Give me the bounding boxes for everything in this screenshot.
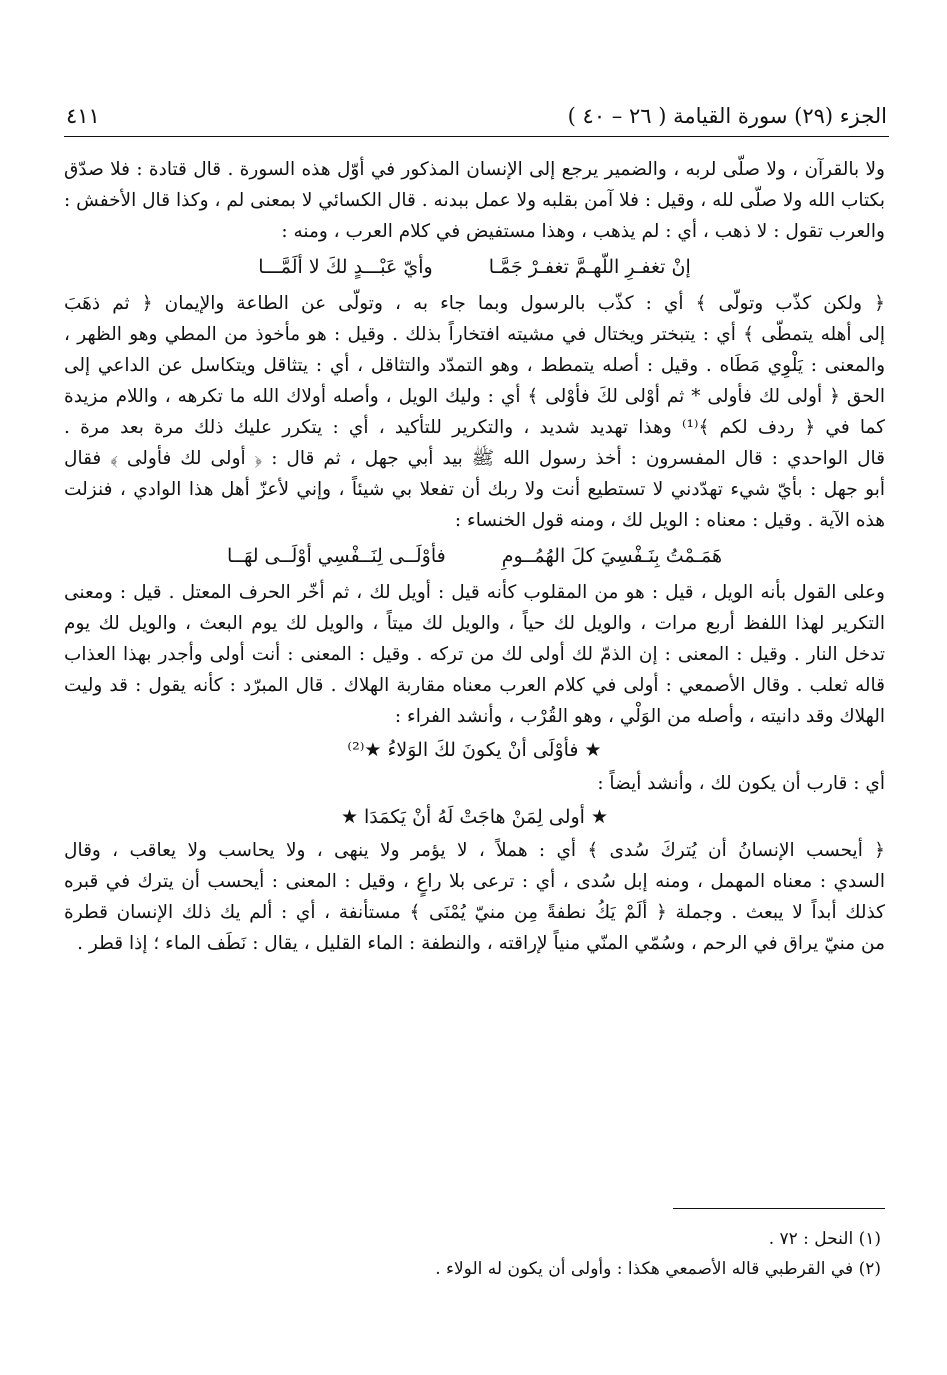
text-line: والمعنى : يَلْوِي مَطَاه . وقيل : أصله يتمطط ، وهو التمدّد والتثاقل ، أي : يتثاقل ويتكاسل عن الداعي إلى (64, 355, 885, 376)
verse-hemistich: فأوْلَــى لِنَــفْسِي أوْلَــى لهَــا (227, 545, 446, 567)
text-line: أي : قارب أن يكون لك ، وأنشد أيضاً : (597, 773, 885, 794)
text-line: وعلى القول بأنه الويل ، قيل : هو من المقلوب كأنه قيل : أويل لك ، ثم أخّر الحرف المعتل . قيل : ومعنى (64, 582, 885, 603)
verse-hemistich: وأيّ عَبْـــدٍ لكَ لا ألَمَّـــا (258, 256, 433, 278)
text-line: السدي : معناه المهمل ، ومنه إبل سُدى ، أي : ترعى بلا راعٍ ، وقيل : المعنى : أيحسب أن يترك في قبره (64, 871, 885, 892)
text-line: أبو جهل : بأيّ شيء تهدّدني لا تستطيع أنت ولا ربك أن تفعلا بي شيئاً ، وإني لأعزّ أهل هذا الوادي ، فنزلت (64, 479, 885, 500)
page-number: ٤١١ (66, 104, 100, 128)
verse-hemistich: هَمَـمْتُ بِنَـفْسِيَ كلَ الهُمُــومِ (501, 545, 722, 567)
text-line: إلى أهله يتمطّى ﴾ أي : يتبختر ويختال في مشيته افتخاراً بذلك . وقيل : هو مأخوذ من المطي وهو الظهر ، (64, 324, 885, 345)
text-line: ﴿ أيحسب الإنسانُ أن يُتركَ سُدى ﴾ أي : هملاً ، لا يؤمر ولا ينهى ، ولا يحاسب ولا يعاقب ، وقال (64, 840, 885, 861)
text-line: هذه الآية . وقيل : معناه : الويل لك ، ومنه قول الخنساء : (454, 510, 885, 531)
text-line: من منيّ يراق في الرحم ، وسُمّي المنّي منياً لإراقته ، والنطفة : الماء القليل ، يقال : نَطَف الماء ؛ إذا قطر . (77, 933, 885, 954)
text-line: قاله ثعلب . وقال الأصمعي : أولى في كلام العرب معناه مقاربة الهلاك . قال المبرّد : كأنه يقول : قد وليت (64, 675, 885, 696)
footnote: (٢) في القرطبي قاله الأصمعي هكذا : وأولى أن يكون له الولاء . (435, 1259, 881, 1279)
text-line: الحق ﴿ أولى لك فأولى * ثم أوْلى لكَ فأوْلى ﴾ أي : وليك الويل ، وأصله أولاك الله ما تكرهه ، واللام مزيدة (64, 386, 885, 407)
running-header (66, 96, 887, 136)
header-title: الجزء (٢٩) سورة القيامة ( ٢٦ – ٤٠ ) (567, 104, 887, 128)
text-line: كما في ﴿ ردف لكم ﴾⁽¹⁾ وهذا تهديد شديد ، والتكرير للتأكيد ، أي : يتكرر عليك ذلك مرة بعد مرة . (64, 417, 885, 438)
text-line: والعرب تقول : لا ذهب ، أي : لم يذهب ، وهذا مستفيض في كلام العرب ، ومنه : (281, 221, 885, 242)
footnotes (120, 1224, 881, 1284)
text-line: ولا بالقرآن ، ولا صلّى لربه ، والضمير يرجع إلى الإنسان المذكور في أوّل هذه السورة . قال قتادة : فلا صدّق (64, 159, 885, 180)
text-line: التكرير لهذا اللفظ أربع مرات ، والويل لك حياً ، والويل لك ميتاً ، والويل لك يوم البعث ، والويل لك يوم (64, 613, 885, 634)
text-line: ﴿ ولكن كذّب وتولّى ﴾ أي : كذّب بالرسول وبما جاء به ، وتولّى عن الطاعة والإيمان ﴿ ثم ذهَبَ (64, 293, 885, 314)
text-line: قال الواحدي : قال المفسرون : أخذ رسول الله ﷺ بيد أبي جهل ، ثم قال : ﴿ أولى لك فأولى ﴾ فقال (64, 448, 885, 469)
text-line: كذلك أبداً لا يبعث . وجملة ﴿ ألَمْ يَكُ نطفةً مِن منيّ يُمْنَى ﴾ مستأنفة ، أي : ألم يك ذلك الإنسان قطرة (64, 902, 885, 923)
poem-line: ★ فأوْلَى أنْ يكونَ لكَ الوَلاءُ ★⁽²⁾ (347, 739, 602, 761)
verse-hemistich: إنْ تغفـرِ اللّهـمَّ تغفـرْ جَمَّـا (488, 256, 691, 278)
text-line: الهلاك وقد دانيته ، وأصله من الوَلْي ، وهو القُرْب ، وأنشد الفراء : (394, 706, 885, 727)
poem-line: ★ أولى لِمَنْ هاجَتْ لَهُ أنْ يَكمَدَا ★ (340, 806, 609, 828)
text-line: بكتاب الله ولا صلّى لله ، وقيل : فلا آمن بقلبه ولا عمل ببدنه . قال الكسائي لا بمعنى لم ، وكذا قال الأخفش : (64, 190, 885, 211)
footnote-rule (673, 1208, 885, 1209)
main-text (64, 154, 885, 959)
poem-verse (64, 250, 885, 284)
footnote: (١) النحل : ٧٢ . (768, 1229, 881, 1249)
text-line: تدخل النار . وقيل : المعنى : إن الذمّ لك أولى لك من تركه . وقيل : المعنى : أنت أولى وأجدر بهذا العذاب (64, 644, 885, 665)
poem-verse (64, 539, 885, 573)
header-rule (64, 136, 889, 137)
